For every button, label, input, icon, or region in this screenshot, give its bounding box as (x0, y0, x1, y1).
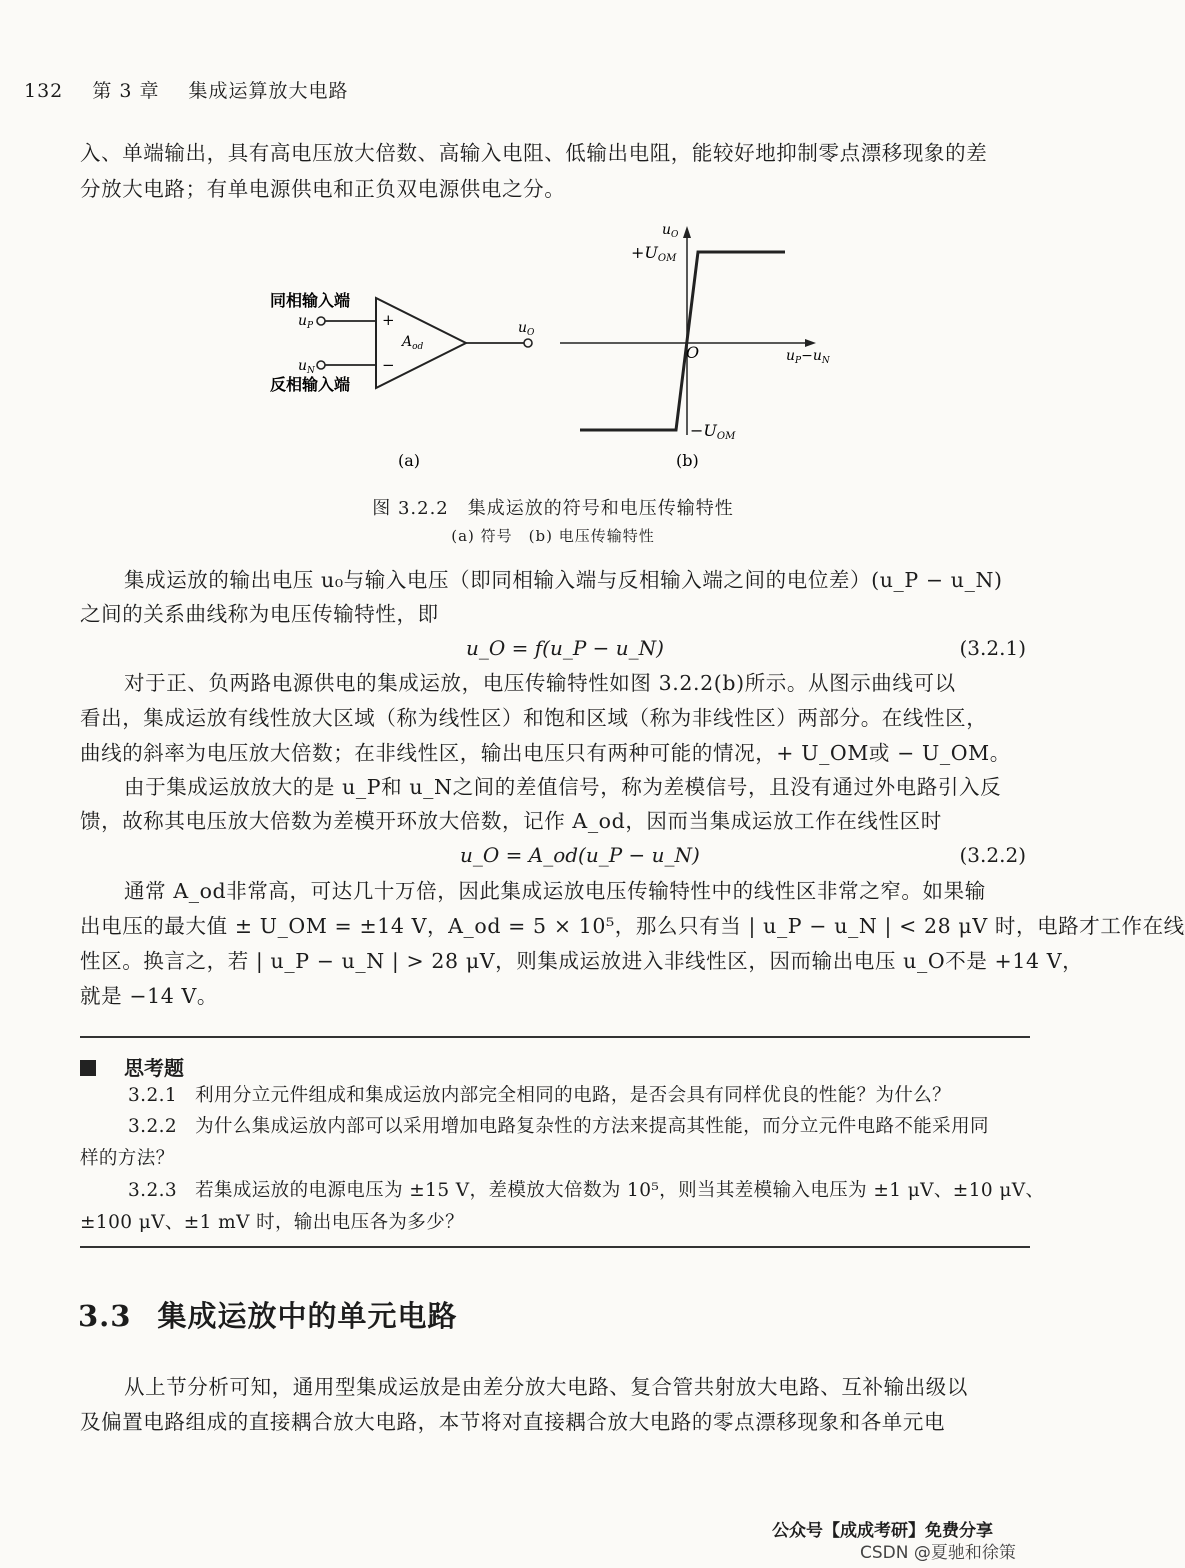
opamp-symbol (270, 291, 535, 470)
share-note: 公众号【成成考研】免费分享 (772, 1521, 993, 1541)
figure-subcaption: (a) 符号 (b) 电压传输特性 (451, 527, 655, 545)
paragraph-line: 性区。换言之，若 | u_P − u_N | > 28 μV，则集成运放进入非线性区，因而输出电压 u_O不是 +14 V， (80, 949, 1084, 973)
think-box-bottom-rule (80, 1246, 1030, 1248)
paragraph-line: 从上节分析可知，通用型集成运放是由差分放大电路、复合管共射放大电路、互补输出级以 (124, 1375, 968, 1399)
noninv-input-label: 同相输入端 (270, 291, 351, 310)
gain-label: $A_{od}$ (402, 334, 424, 352)
equation-3-2-2: u_O = A_od(u_P − u_N) (460, 843, 700, 867)
output-label: $u_O$ (518, 320, 535, 338)
paragraph-line: 入、单端输出，具有高电压放大倍数、高输入电阻、低输出电阻，能较好地抑制零点漂移现象的差 (80, 141, 988, 165)
watermark: CSDN @夏驰和徐策 (860, 1543, 1016, 1563)
page-header (24, 76, 371, 103)
x-axis-arrow (805, 339, 816, 347)
noninv-input-terminal (317, 317, 325, 325)
paragraph-line: 看出，集成运放有线性放大区域（称为线性区）和饱和区域（称为非线性区）两部分。在线性区， (80, 706, 988, 730)
equation-number: (3.2.2) (959, 843, 1026, 867)
paragraph-line: 通常 A_od非常高，可达几十万倍，因此集成运放电压传输特性中的线性区非常之窄。如果输 (124, 879, 986, 903)
x-axis-label: $u_P-u_N$ (786, 348, 830, 366)
inv-input-terminal (317, 361, 325, 369)
un-label: $u_N$ (298, 358, 315, 376)
equation-3-2-1: u_O = f(u_P − u_N) (466, 636, 664, 660)
question-3-2-2: 3.2.2 为什么集成运放内部可以采用增加电路复杂性的方法来提高其性能，而分立元件电路不能采用同 (128, 1116, 989, 1137)
minus-sign: − (382, 356, 395, 374)
question-3-2-3: 3.2.3 若集成运放的电源电压为 ±15 V，差模放大倍数为 10⁵，则当其差模输入电压为 ±1 μV、±10 μV、 (128, 1180, 1045, 1201)
paragraph-line: 由于集成运放放大的是 u_P和 u_N之间的差值信号，称为差模信号，且没有通过外电路引入反 (124, 775, 1002, 799)
paragraph-line: 曲线的斜率为电压放大倍数；在非线性区，输出电压只有两种可能的情况，+ U_OM或 − U_OM。 (80, 741, 1011, 765)
paragraph-line: 出电压的最大值 ± U_OM = ±14 V，A_od = 5 × 10⁵，那么只有当 | u_P − u_N | < 28 μV 时，电路才工作在线 (80, 914, 1185, 938)
paragraph-line: 分放大电路；有单电源供电和正负双电源供电之分。 (80, 177, 566, 201)
paragraph-line: 之间的关系曲线称为电压传输特性，即 (80, 602, 439, 626)
figure-3-2-2 (250, 210, 850, 480)
question-line: 样的方法？ (80, 1148, 175, 1169)
output-terminal (524, 339, 532, 347)
pos-saturation-label: +UOM (631, 243, 677, 264)
plus-sign: + (382, 311, 395, 329)
section-heading: 3.3 集成运放中的单元电路 (78, 1299, 458, 1333)
inv-input-label: 反相输入端 (270, 375, 351, 394)
equation-number: (3.2.1) (959, 636, 1026, 660)
paragraph-line: 集成运放的输出电压 u₀与输入电压（即同相输入端与反相输入端之间的电位差）(u_P − u_N) (124, 568, 1003, 592)
origin-label: O (686, 343, 700, 362)
transfer-curve (580, 252, 785, 430)
think-box-title: 思考题 (80, 1052, 184, 1081)
square-bullet-icon (80, 1060, 96, 1076)
page-number: 132 (24, 80, 64, 102)
figure-b-label: (b) (676, 451, 699, 470)
paragraph-line: 对于正、负两路电源供电的集成运放，电压传输特性如图 3.2.2(b)所示。从图示曲线可以 (124, 671, 956, 695)
paragraph-line: 馈，故称其电压放大倍数为差模开环放大倍数，记作 A_od，因而当集成运放工作在线性区时 (80, 809, 942, 833)
figure-caption: 图 3.2.2 集成运放的符号和电压传输特性 (372, 498, 734, 519)
question-3-2-1: 3.2.1 利用分立元件组成和集成运放内部完全相同的电路，是否会具有同样优良的性能？为什么？ (128, 1085, 952, 1106)
chapter-label: 第 3 章 (92, 80, 160, 102)
y-axis-label: $u_O$ (662, 222, 679, 240)
think-box-top-rule (80, 1036, 1030, 1038)
paragraph-line: 及偏置电路组成的直接耦合放大电路，本节将对直接耦合放大电路的零点漂移现象和各单元电 (80, 1410, 946, 1434)
up-label: $u_P$ (298, 313, 314, 331)
figure-a-label: (a) (398, 451, 421, 470)
y-axis-arrow (683, 226, 691, 238)
neg-saturation-label: −UOM (690, 421, 736, 442)
question-line: ±100 μV、±1 mV 时，输出电压各为多少？ (80, 1212, 465, 1233)
chapter-title: 集成运算放大电路 (188, 80, 349, 102)
transfer-characteristic (560, 222, 831, 470)
paragraph-line: 就是 −14 V。 (80, 984, 218, 1008)
